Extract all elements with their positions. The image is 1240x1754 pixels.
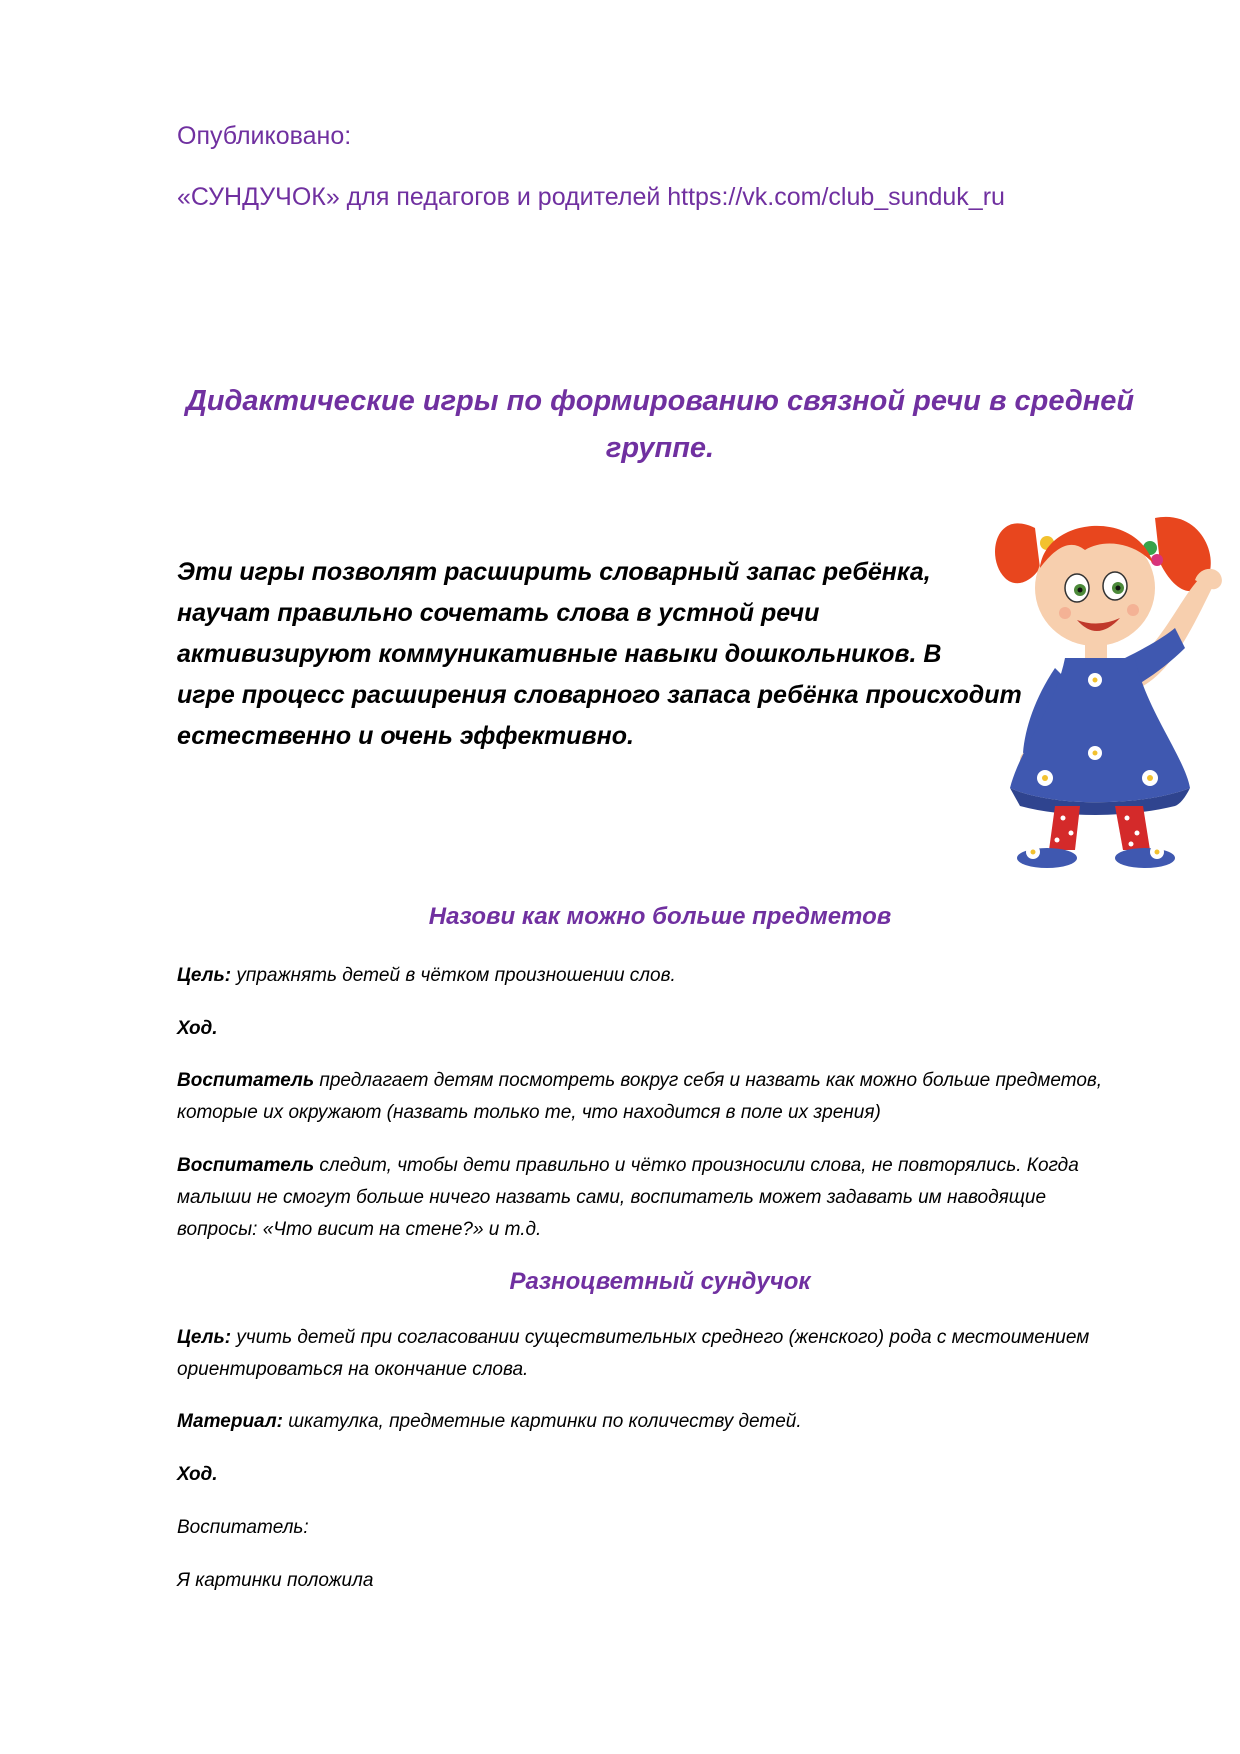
game1-title: Назови как можно больше предметов — [428, 903, 892, 930]
game2-goal — [177, 1322, 1117, 1386]
game2-teacher-line: Воспитатель: — [177, 1517, 309, 1538]
intro-line5: естественно и очень эффективно. — [177, 722, 634, 750]
game1-paragraph1 — [177, 1065, 1117, 1129]
game1-course — [177, 1013, 1117, 1045]
game2-course — [177, 1459, 1117, 1491]
game1-goal — [177, 960, 1117, 992]
game1-goal-label: Цель: — [177, 965, 232, 986]
intro-line2: научат правильно сочетать слова в устной речи — [177, 599, 820, 627]
intro-paragraph — [177, 552, 1057, 757]
main-title — [160, 378, 1160, 472]
game1-p2-text: следит, чтобы дети правильно и чётко произносили слова, не повторялись. Когда малыши не смогут больше ничего назвать сами, воспитатель может задавать им наводящие вопросы: «Что висит на стене?» и т.д. — [177, 1155, 1079, 1240]
game1-paragraph2 — [177, 1150, 1117, 1246]
main-title-line1: Дидактические игры по формированию связной речи в средней — [185, 385, 1135, 417]
cartoon-girl-illustration — [985, 488, 1235, 868]
game2-goal-text: учить детей при согласовании существительных среднего (женского) рода с местоимением ориентироваться на окончание слова. — [177, 1327, 1090, 1380]
game1-p2-label: Воспитатель — [177, 1155, 315, 1176]
game2-material — [177, 1406, 1117, 1438]
intro-line4: игре процесс расширения словарного запаса ребёнка происходит — [177, 681, 1022, 709]
game2-material-label: Материал: — [177, 1411, 283, 1432]
game1-p1-text: предлагает детям посмотреть вокруг себя и назвать как можно больше предметов, которые их окружают (назвать только те, что находится в поле их зрения) — [177, 1070, 1103, 1123]
game2-title: Разноцветный сундучок — [509, 1268, 811, 1295]
main-title-line2: группе. — [605, 432, 715, 464]
game1-p1-label: Воспитатель — [177, 1070, 315, 1091]
published-source: «СУНДУЧОК» для педагогов и родителей https://vk.com/club_sunduk_ru — [177, 183, 1005, 211]
game2-course-label: Ход. — [177, 1464, 218, 1485]
game1-course-label: Ход. — [177, 1018, 218, 1039]
game2-verse-line: Я картинки положила — [177, 1570, 374, 1591]
game1-goal-text: упражнять детей в чётком произношении слов. — [231, 965, 676, 986]
game2-material-text: шкатулка, предметные картинки по количеству детей. — [283, 1411, 802, 1432]
published-label: Опубликовано: — [177, 122, 352, 150]
intro-line1: Эти игры позволят расширить словарный запас ребёнка, — [177, 558, 931, 586]
game2-goal-label: Цель: — [177, 1327, 232, 1348]
intro-line3: активизируют коммуникативные навыки дошкольников. В — [177, 640, 942, 668]
